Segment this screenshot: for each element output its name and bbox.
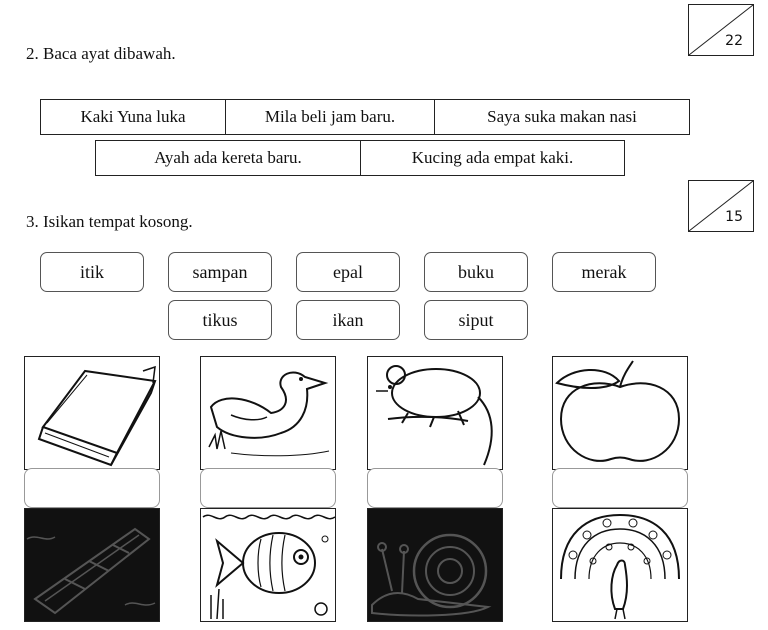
apple-picture [552, 356, 688, 470]
word-card[interactable]: ikan [296, 300, 400, 340]
q3-heading: 3. Isikan tempat kosong. [26, 212, 193, 231]
word-card[interactable]: itik [40, 252, 144, 292]
sentence-row-2 [95, 140, 625, 176]
sentence-cell: Kaki Yuna luka [80, 107, 186, 126]
sentence-cell: Ayah ada kereta baru. [154, 148, 302, 167]
sentence-cell: Saya suka makan nasi [434, 100, 689, 134]
sentence-cell: Mila beli jam baru. [225, 100, 434, 134]
word-card[interactable]: tikus [168, 300, 272, 340]
score-box-q3 [688, 180, 754, 232]
score-q2: 22 [725, 33, 743, 49]
boat-picture [24, 508, 160, 622]
sentence-row-1 [40, 99, 690, 135]
sentence-cell: Kucing ada empat kaki. [360, 141, 624, 175]
fish-picture [200, 508, 336, 622]
peacock-picture [552, 508, 688, 622]
answer-box-duck[interactable] [200, 468, 336, 508]
score-box-q2 [688, 4, 754, 56]
word-card[interactable]: buku [424, 252, 528, 292]
snail-picture [367, 508, 503, 622]
word-card[interactable]: merak [552, 252, 656, 292]
word-card[interactable]: siput [424, 300, 528, 340]
duck-picture [200, 356, 336, 470]
score-q3: 15 [725, 209, 743, 225]
book-picture [24, 356, 160, 470]
q2-heading: 2. Baca ayat dibawah. [26, 44, 176, 63]
mouse-picture [367, 356, 503, 470]
answer-box-book[interactable] [24, 468, 160, 508]
answer-box-mouse[interactable] [367, 468, 503, 508]
diagonal-line [689, 5, 753, 55]
word-card[interactable]: sampan [168, 252, 272, 292]
word-card[interactable]: epal [296, 252, 400, 292]
answer-box-apple[interactable] [552, 468, 688, 508]
diagonal-line [689, 181, 753, 231]
